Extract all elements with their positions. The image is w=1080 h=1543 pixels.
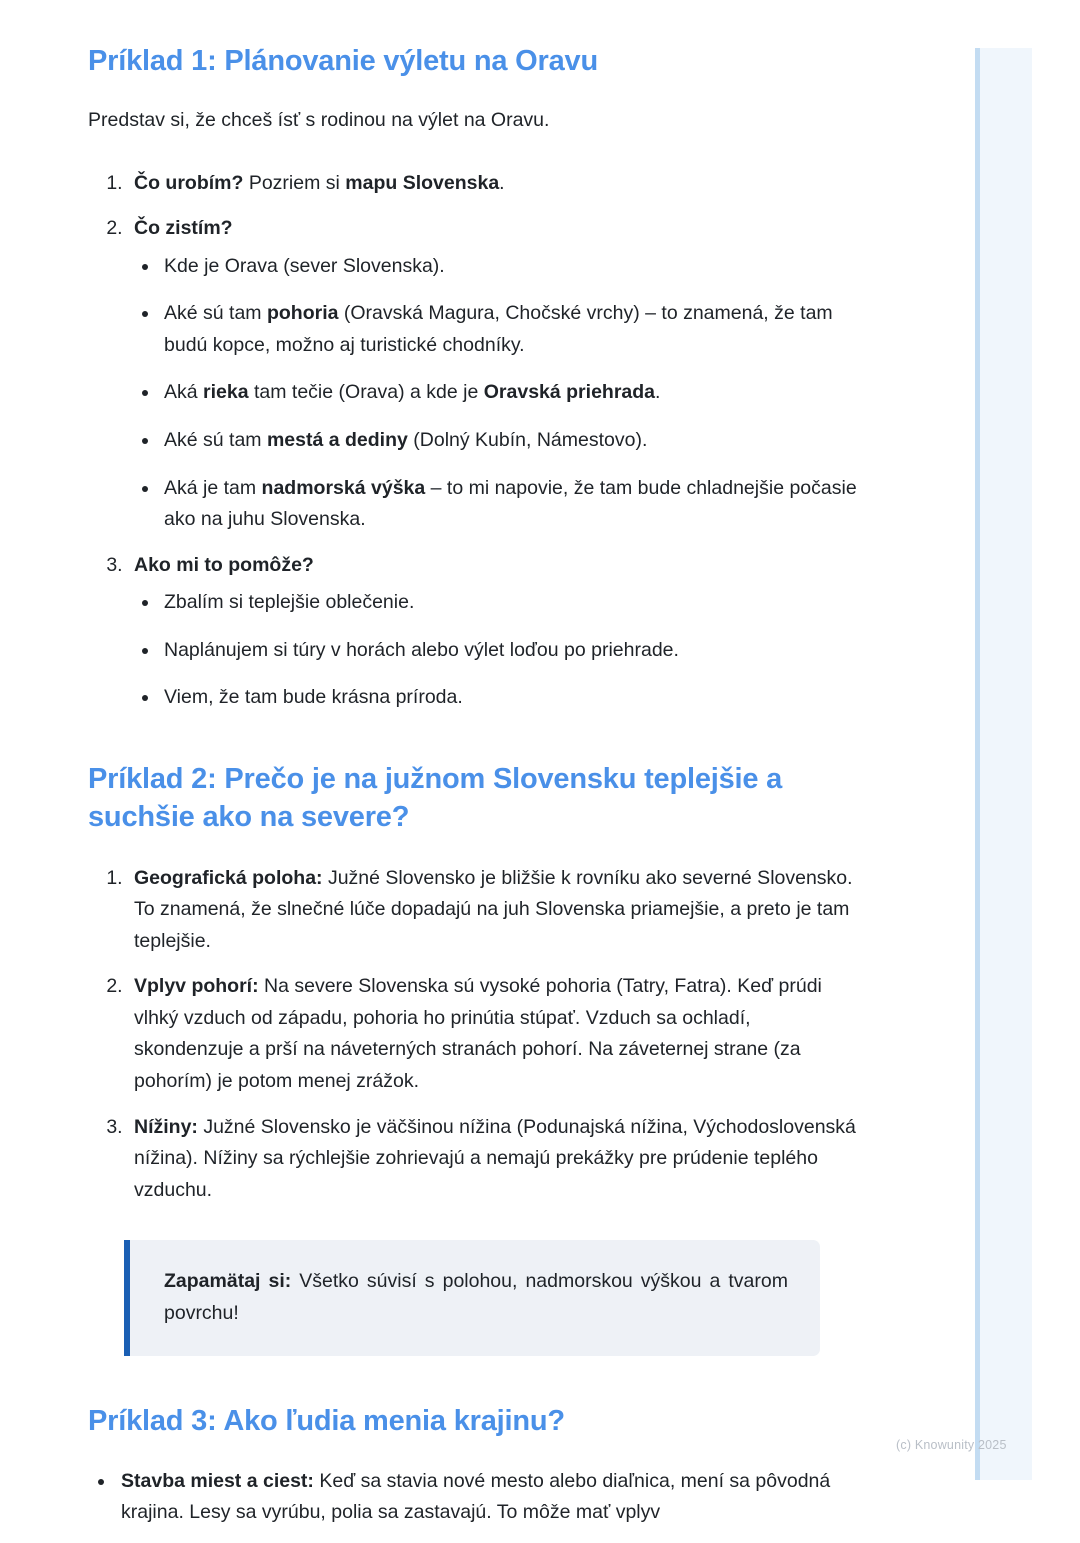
inline-text: Viem, že tam bude krásna príroda. (164, 686, 463, 709)
inline-bold-text: mestá a dediny (266, 428, 408, 451)
list-item-text: Južné Slovensko je bližšie k rovníku ako severné Slovensko. To znamená, že slnečné lúče dopadajú na juh Slovenska priamejšie, a preto je tam teplejšie. (134, 866, 853, 952)
example3-heading: Príklad 3: Ako ľudia menia krajinu? (88, 1404, 565, 1437)
example1-sublist-1 (134, 251, 860, 536)
list-item (160, 682, 860, 714)
remember-callout (124, 1240, 820, 1355)
list-item (160, 587, 860, 619)
list-item (160, 298, 860, 361)
inline-text: (Oravská Magura, Chočské vrchy) – to znamená, že tam budú kopce, možno aj turistické chodníky. (164, 302, 833, 356)
page-side-strip (975, 48, 1032, 1480)
list-item (128, 971, 860, 1097)
example2-heading: Príklad 2: Prečo je na južnom Slovensku teplejšie a suchšie ako na severe? (88, 763, 783, 834)
list-item-bold-label: Nížiny: (134, 1115, 198, 1138)
list-item (128, 863, 860, 958)
inline-text: Aká (164, 381, 204, 404)
callout-body: Všetko súvisí s polohou, nadmorskou výškou a tvarom povrchu! (164, 1270, 788, 1324)
list-item (160, 425, 860, 457)
inline-text: Aké sú tam (164, 302, 267, 325)
inline-text: Aké sú tam (164, 428, 267, 451)
example1-list (88, 168, 860, 715)
list-item (160, 377, 860, 409)
list-item-text-tail: . (499, 171, 505, 194)
list-item-bold-label: Ako mi to pomôže? (134, 553, 314, 576)
list-item-bold-label: Čo urobím? (134, 171, 244, 194)
example1-heading: Príklad 1: Plánovanie výletu na Oravu (88, 45, 598, 77)
inline-text: – to mi napovie, že tam bude chladnejšie počasie ako na juhu Slovenska. (164, 476, 857, 531)
inline-bold-text: Oravská priehrada (483, 381, 656, 404)
inline-text: . (655, 381, 661, 404)
callout-label: Zapamätaj si: (164, 1270, 292, 1293)
list-item (128, 550, 860, 714)
list-item-bold-label: Vplyv pohorí: (134, 975, 259, 998)
example3-list (88, 1466, 860, 1529)
list-item-bold-label: Čo zistím? (134, 217, 233, 240)
list-item-text: Na severe Slovenska sú vysoké pohoria (Tatry, Fatra). Keď prúdi vlhký vzduch od západu, pohoria ho prinútia stúpať. Vzduch sa ochladí, skondenzuje a prší na náveterných stranách pohorí. Na záveternej strane (za pohorím) je potom menej zrážok. (134, 975, 822, 1093)
list-item (128, 1112, 860, 1207)
example2-list (88, 863, 860, 1207)
list-item (128, 213, 860, 536)
copyright-watermark: (c) Knowunity 2025 (896, 1438, 1007, 1452)
list-item-bold-label: Stavba miest a ciest: (121, 1469, 314, 1492)
example1-intro: Predstav si, že chceš ísť s rodinou na výlet na Oravu. (88, 109, 550, 132)
list-item (160, 473, 860, 536)
list-item-text: Južné Slovensko je väčšinou nížina (Podunajská nížina, Východoslovenská nížina). Nížiny sa rýchlejšie zohrievajú a nemajú prekážky pre prúdenie teplého vzduchu. (134, 1115, 856, 1201)
inline-text: (Dolný Kubín, Námestovo). (407, 428, 648, 451)
inline-bold-text: pohoria (266, 302, 339, 325)
inline-text: Zbalím si teplejšie oblečenie. (164, 591, 415, 614)
list-item (116, 1466, 860, 1529)
inline-text: Kde je Orava (sever Slovenska). (164, 254, 445, 277)
inline-text: Naplánujem si túry v horách alebo výlet loďou po priehrade. (164, 638, 679, 661)
inline-text: tam tečie (Orava) a kde je (248, 381, 484, 404)
list-item-text: Pozriem si (243, 171, 346, 194)
example1-sublist-2 (134, 587, 860, 714)
list-item-text: Keď sa stavia nové mesto alebo diaľnica, mení sa pôvodná krajina. Lesy sa vyrúbu, polia sa zastavajú. To môže mať vplyv (121, 1469, 831, 1524)
inline-bold-text: nadmorská výška (261, 476, 426, 499)
inline-text: Aká je tam (164, 476, 262, 499)
list-item-bold-label: Geografická poloha: (134, 866, 323, 889)
list-item-bold-label-2: mapu Slovenska (345, 171, 500, 194)
list-item (128, 168, 860, 200)
inline-bold-text: rieka (203, 381, 249, 404)
list-item (160, 635, 860, 667)
callout-text (164, 1266, 788, 1329)
list-item (160, 251, 860, 283)
